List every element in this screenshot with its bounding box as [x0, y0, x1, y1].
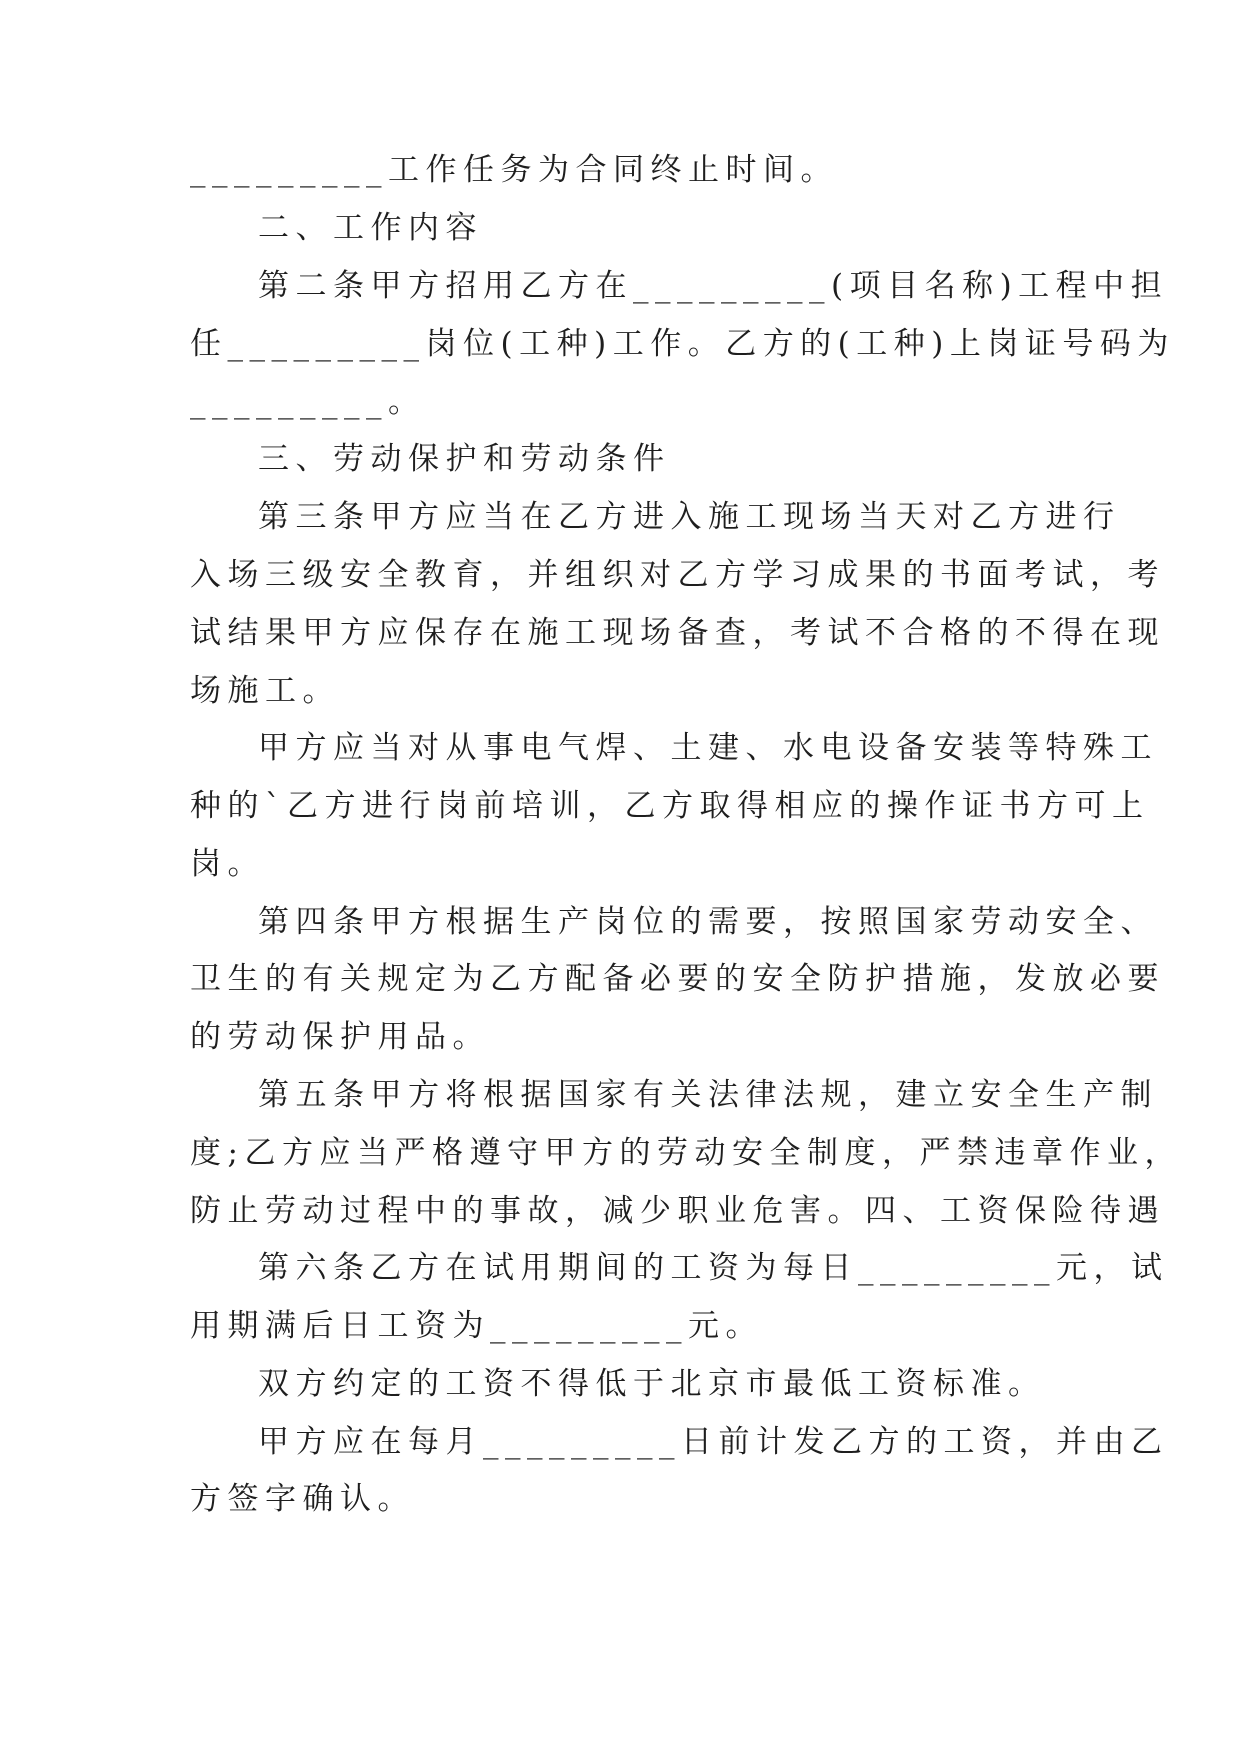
text-line: 的劳动保护用品。	[190, 1019, 490, 1055]
text-line: _________。	[190, 384, 426, 420]
text-line: 度;乙方应当严格遵守甲方的劳动安全制度，严禁违章作业，	[190, 1135, 1182, 1171]
text-line: 卫生的有关规定为乙方配备必要的安全防护措施，发放必要	[190, 961, 1165, 997]
text-line: 第六条乙方在试用期间的工资为每日_________元，试	[258, 1250, 1169, 1286]
text-line: 第四条甲方根据生产岗位的需要，按照国家劳动安全、	[258, 904, 1158, 940]
text-line: 第三条甲方应当在乙方进入施工现场当天对乙方进行	[258, 499, 1121, 535]
text-line: 种的`乙方进行岗前培训，乙方取得相应的操作证书方可上	[190, 788, 1150, 824]
text-line: 第五条甲方将根据国家有关法律法规，建立安全生产制	[258, 1077, 1158, 1113]
text-line: 任_________岗位(工种)工作。乙方的(工种)上岗证号码为	[190, 326, 1175, 362]
text-line: 甲方应当对从事电气焊、土建、水电设备安装等特殊工	[258, 730, 1158, 766]
text-line: 防止劳动过程中的事故，减少职业危害。四、工资保险待遇	[190, 1193, 1165, 1229]
text-line: 第二条甲方招用乙方在_________(项目名称)工程中担	[258, 268, 1169, 304]
text-line: 双方约定的工资不得低于北京市最低工资标准。	[258, 1366, 1046, 1402]
text-line: 入场三级安全教育，并组织对乙方学习成果的书面考试，考	[190, 557, 1165, 593]
text-line: 岗。	[190, 846, 265, 882]
text-line: 用期满后日工资为_________元。	[190, 1308, 763, 1344]
text-line: _________工作任务为合同终止时间。	[190, 152, 838, 188]
text-line: 场施工。	[190, 673, 340, 709]
section-heading: 三、劳动保护和劳动条件	[258, 441, 671, 477]
text-line: 试结果甲方应保存在施工现场备查，考试不合格的不得在现	[190, 615, 1165, 651]
section-heading: 二、工作内容	[258, 210, 483, 246]
text-line: 甲方应在每月_________日前计发乙方的工资，并由乙	[258, 1424, 1169, 1460]
text-line: 方签字确认。	[190, 1481, 415, 1517]
